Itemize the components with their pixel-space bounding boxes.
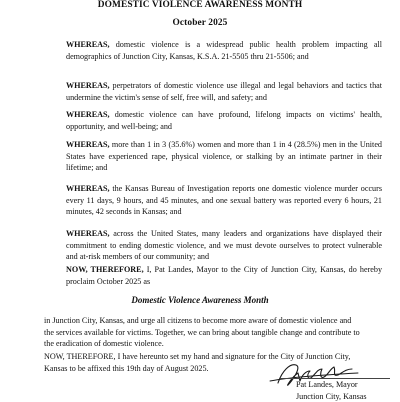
month-title: Domestic Violence Awareness Month bbox=[131, 295, 269, 305]
proclamation-paragraph: NOW, THEREFORE, I, Pat Landes, Mayor to the City of Junction City, Kansas, do hereby proclaim October 2025 as bbox=[66, 265, 383, 286]
document-title: DOMESTIC VIOLENCE AWARENESS MONTH bbox=[97, 0, 303, 10]
whereas-paragraph-6: WHEREAS, across the United States, many leaders and organizations have displayed their commitment to ending domestic violence, and we must devote ourselves to protect vulnerable and at-risk members of our community; and bbox=[66, 229, 382, 262]
whereas-paragraph-1: WHEREAS, domestic violence is a widespread public health problem impacting all demographics of Junction City, Kansas, K.S.A. 21-5505 thru 21-5506; and bbox=[66, 40, 382, 61]
closing-paragraph: NOW, THEREFORE, I have hereunto set my hand and signature for the City of Junction City, Kansas to be affixed this 19th day of August 2025. bbox=[44, 352, 351, 373]
proclamation-body: in Junction City, Kansas, and urge all citizens to become more aware of domestic violence and the services available for victims. Together, we can bring about tangible change and contribute to the eradication of domestic violence. bbox=[44, 316, 360, 349]
whereas-paragraph-3: WHEREAS, domestic violence can have profound, lifelong impacts on victims' health, opportunity, and well-being; and bbox=[66, 110, 382, 131]
whereas-paragraph-5: WHEREAS, the Kansas Bureau of Investigation reports one domestic violence murder occurs every 11 days, 9 hours, and 45 minutes, and one sexual battery was reported every 6 hours, 21 minutes, 42 seconds in Kansas; and bbox=[66, 184, 382, 217]
signatory-name: Pat Landes, Mayor bbox=[296, 380, 358, 389]
document-date: October 2025 bbox=[172, 18, 228, 28]
whereas-paragraph-2: WHEREAS, perpetrators of domestic violence use illegal and legal behaviors and tactics that undermine the victim's sense of self, free will, and safety; and bbox=[66, 81, 382, 102]
whereas-paragraph-4: WHEREAS, more than 1 in 3 (35.6%) women and more than 1 in 4 (28.5%) men in the United States have experienced rape, physical violence, or stalking by an intimate partner in their lifetime; and bbox=[66, 140, 382, 173]
signatory-organization: Junction City, Kansas bbox=[296, 392, 367, 401]
